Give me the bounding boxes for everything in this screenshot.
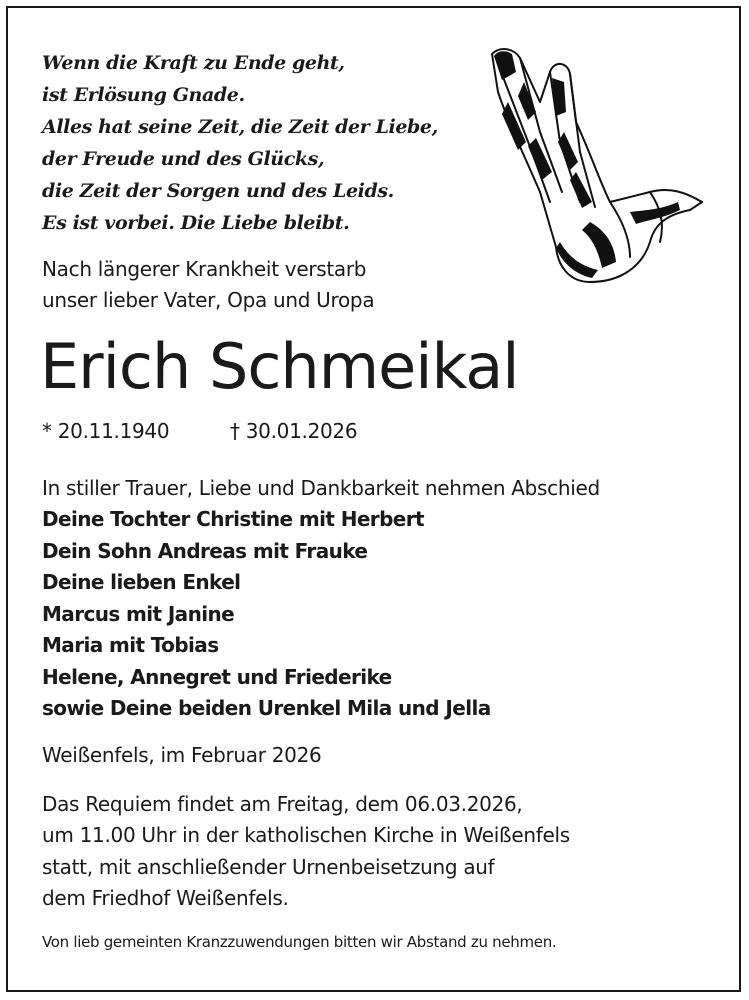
- praying-hands-icon: [480, 42, 710, 292]
- verse-line-4: der Freude und des Glücks,: [42, 148, 325, 170]
- verse-line-5: die Zeit der Sorgen und des Leids.: [42, 180, 394, 202]
- birth-date: * 20.11.1940: [42, 419, 170, 443]
- mourner-line: Deine lieben Enkel: [42, 570, 241, 594]
- mourner-line: Helene, Annegret und Friederike: [42, 665, 392, 689]
- service-line-1: Das Requiem findet am Freitag, dem 06.03.2026,: [42, 792, 523, 816]
- death-date: † 30.01.2026: [230, 419, 358, 443]
- mourner-line: Maria mit Tobias: [42, 633, 219, 657]
- mourner-line: Marcus mit Janine: [42, 602, 235, 626]
- verse-line-1: Wenn die Kraft zu Ende geht,: [42, 52, 345, 74]
- intro-line-1: Nach längerer Krankheit verstarb: [42, 257, 367, 281]
- verse-line-3: Alles hat seine Zeit, die Zeit der Liebe,: [42, 116, 438, 138]
- verse-line-6: Es ist vorbei. Die Liebe bleibt.: [42, 212, 350, 234]
- service-line-2: um 11.00 Uhr in der katholischen Kirche in Weißenfels: [42, 823, 570, 847]
- place-date: Weißenfels, im Februar 2026: [42, 743, 322, 767]
- intro-line-2: unser lieber Vater, Opa und Uropa: [42, 288, 375, 312]
- deceased-name: Erich Schmeikal: [40, 330, 519, 403]
- mourner-line: Dein Sohn Andreas mit Frauke: [42, 539, 368, 563]
- mourners-intro: In stiller Trauer, Liebe und Dankbarkeit nehmen Abschied: [42, 476, 600, 500]
- service-line-4: dem Friedhof Weißenfels.: [42, 886, 289, 910]
- service-line-3: statt, mit anschließender Urnenbeisetzung auf: [42, 855, 495, 879]
- mourner-line: sowie Deine beiden Urenkel Mila und Jella: [42, 696, 491, 720]
- mourner-line: Deine Tochter Christine mit Herbert: [42, 507, 424, 531]
- verse-line-2: ist Erlösung Gnade.: [42, 84, 245, 106]
- footer-note: Von lieb gemeinten Kranzzuwendungen bitten wir Abstand zu nehmen.: [42, 933, 557, 951]
